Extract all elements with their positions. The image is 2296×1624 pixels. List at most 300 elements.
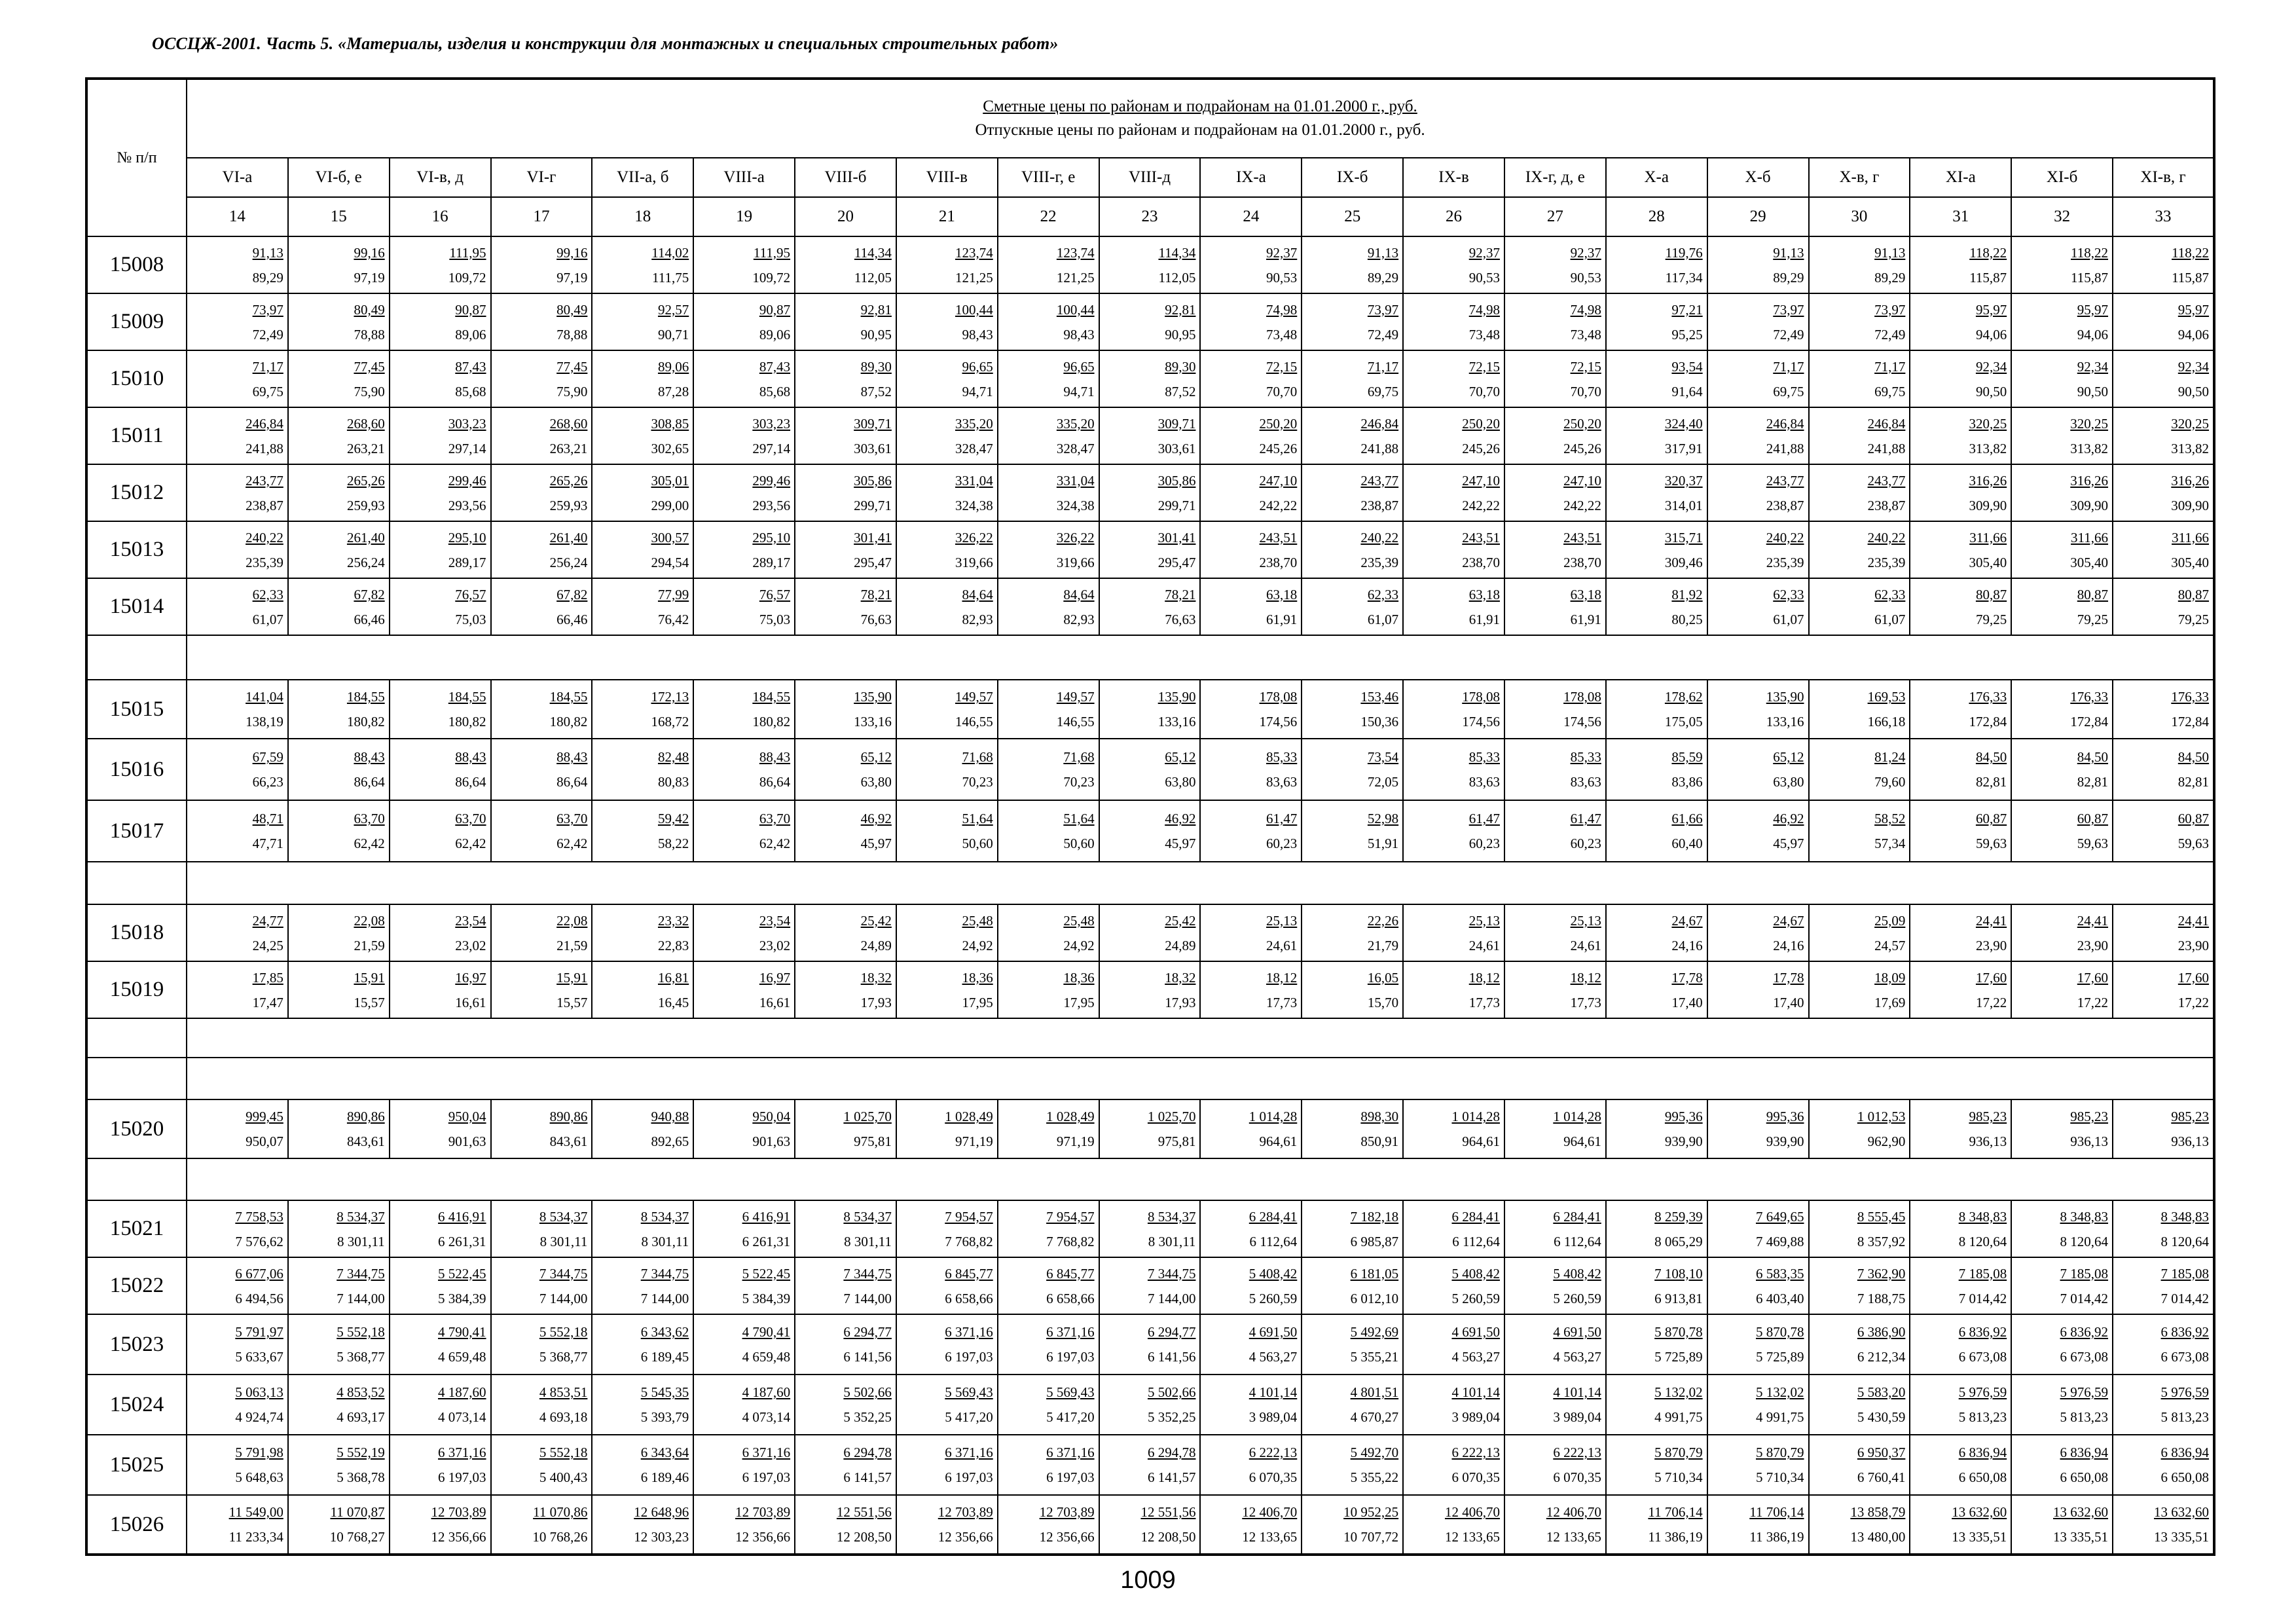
estimate-price: 93,54 bbox=[1671, 358, 1703, 375]
estimate-price: 77,45 bbox=[556, 358, 588, 375]
estimate-price: 6 294,77 bbox=[1147, 1324, 1196, 1340]
release-price: 6 673,08 bbox=[1958, 1349, 2007, 1365]
price-cell bbox=[491, 1495, 592, 1555]
price-cell bbox=[1707, 1257, 1809, 1314]
price-cell bbox=[2011, 407, 2113, 464]
estimate-price: 12 406,70 bbox=[1242, 1504, 1298, 1520]
release-price: 17,95 bbox=[1063, 994, 1095, 1010]
price-cell bbox=[491, 961, 592, 1018]
price-cell bbox=[390, 1495, 491, 1555]
price-cell bbox=[1910, 1375, 2011, 1435]
price-cell bbox=[390, 961, 491, 1018]
price-cell bbox=[693, 961, 795, 1018]
estimate-price: 320,37 bbox=[1664, 472, 1703, 489]
price-cell bbox=[1809, 800, 1910, 862]
price-cell bbox=[693, 1200, 795, 1257]
estimate-price: 6 222,13 bbox=[1451, 1445, 1500, 1460]
release-price: 5 352,25 bbox=[843, 1409, 892, 1425]
price-cell bbox=[2113, 1200, 2214, 1257]
release-price: 241,88 bbox=[1867, 440, 1906, 456]
estimate-price: 6 284,41 bbox=[1451, 1208, 1500, 1225]
release-price: 121,25 bbox=[1056, 269, 1095, 286]
estimate-price: 63,18 bbox=[1468, 586, 1500, 602]
release-price: 11 233,34 bbox=[228, 1529, 283, 1545]
estimate-price: 17,78 bbox=[1671, 969, 1703, 986]
estimate-price: 23,54 bbox=[759, 912, 791, 929]
estimate-price: 73,97 bbox=[1367, 301, 1399, 318]
estimate-price: 96,65 bbox=[1063, 358, 1095, 375]
region-header: VIII-д bbox=[1099, 158, 1201, 197]
price-cell bbox=[2113, 236, 2214, 293]
price-cell bbox=[288, 904, 390, 961]
estimate-price: 5 870,78 bbox=[1654, 1324, 1703, 1340]
estimate-price: 84,50 bbox=[2178, 749, 2210, 765]
release-price: 60,23 bbox=[1266, 836, 1298, 851]
release-price: 79,25 bbox=[2077, 611, 2109, 627]
estimate-price: 114,34 bbox=[1158, 244, 1196, 261]
price-cell bbox=[1910, 1495, 2011, 1555]
release-price: 168,72 bbox=[651, 714, 689, 729]
price-cell bbox=[2011, 1314, 2113, 1375]
price-cell bbox=[187, 1257, 288, 1314]
release-price: 6 197,03 bbox=[945, 1349, 993, 1365]
release-price: 939,90 bbox=[1766, 1134, 1804, 1149]
price-cell bbox=[288, 1495, 390, 1555]
price-cell bbox=[1809, 1099, 1910, 1158]
release-price: 238,87 bbox=[1867, 497, 1906, 513]
release-price: 70,70 bbox=[1266, 383, 1298, 399]
release-price: 295,47 bbox=[854, 554, 892, 570]
price-cell bbox=[187, 578, 288, 635]
release-price: 62,42 bbox=[455, 836, 486, 851]
estimate-price: 1 014,28 bbox=[1451, 1109, 1500, 1124]
release-price: 111,75 bbox=[652, 269, 689, 286]
price-cell bbox=[1809, 236, 1910, 293]
price-cell bbox=[795, 1200, 896, 1257]
estimate-price: 184,55 bbox=[448, 689, 486, 705]
release-price: 5 260,59 bbox=[1451, 1290, 1500, 1306]
price-cell bbox=[693, 578, 795, 635]
price-cell bbox=[592, 1314, 693, 1375]
estimate-price: 12 406,70 bbox=[1546, 1504, 1601, 1520]
release-price: 94,06 bbox=[2077, 326, 2109, 342]
price-cell bbox=[1403, 578, 1504, 635]
price-cell bbox=[795, 1099, 896, 1158]
estimate-price: 84,64 bbox=[962, 586, 993, 602]
release-price: 11 386,19 bbox=[1648, 1529, 1703, 1545]
estimate-price: 60,87 bbox=[2077, 811, 2109, 826]
region-header: VI-г bbox=[491, 158, 592, 197]
estimate-price: 89,06 bbox=[657, 358, 689, 375]
price-cell bbox=[390, 236, 491, 293]
price-cell bbox=[1606, 1099, 1707, 1158]
estimate-price: 111,95 bbox=[753, 244, 791, 261]
price-cell bbox=[2011, 1375, 2113, 1435]
release-price: 90,95 bbox=[860, 326, 892, 342]
estimate-price: 309,71 bbox=[854, 415, 892, 432]
price-cell bbox=[1099, 1257, 1201, 1314]
price-cell bbox=[1910, 680, 2011, 739]
estimate-price: 250,20 bbox=[1462, 415, 1500, 432]
release-price: 309,90 bbox=[2070, 497, 2109, 513]
release-price: 69,75 bbox=[1874, 383, 1906, 399]
estimate-price: 24,41 bbox=[1975, 912, 2007, 929]
release-price: 83,86 bbox=[1671, 774, 1703, 790]
price-cell bbox=[2113, 293, 2214, 350]
estimate-price: 5 791,97 bbox=[235, 1324, 283, 1340]
section-spacer-row bbox=[86, 1018, 2214, 1058]
price-cell bbox=[1606, 680, 1707, 739]
estimate-price: 6 416,91 bbox=[438, 1208, 486, 1225]
item-number: 15008 bbox=[86, 236, 187, 293]
release-price: 80,83 bbox=[657, 774, 689, 790]
estimate-price: 16,97 bbox=[759, 969, 791, 986]
release-price: 303,61 bbox=[1157, 440, 1196, 456]
price-cell bbox=[390, 464, 491, 521]
release-price: 72,05 bbox=[1367, 774, 1399, 790]
release-price: 73,48 bbox=[1266, 326, 1298, 342]
estimate-price: 6 950,37 bbox=[1857, 1445, 1906, 1460]
price-cell bbox=[1200, 521, 1302, 578]
estimate-price: 7 649,65 bbox=[1756, 1208, 1804, 1225]
estimate-price: 7 185,08 bbox=[1958, 1265, 2007, 1282]
release-price: 5 384,39 bbox=[742, 1290, 791, 1306]
section-spacer-row bbox=[86, 862, 2214, 904]
release-price: 24,92 bbox=[1063, 937, 1095, 953]
price-cell bbox=[1809, 578, 1910, 635]
price-cell bbox=[795, 464, 896, 521]
release-price: 133,16 bbox=[1157, 714, 1196, 729]
price-cell bbox=[896, 1375, 998, 1435]
release-price: 309,46 bbox=[1664, 554, 1703, 570]
release-price: 87,52 bbox=[1165, 383, 1196, 399]
release-price: 11 386,19 bbox=[1749, 1529, 1804, 1545]
item-number: 15023 bbox=[86, 1314, 187, 1375]
price-cell bbox=[592, 680, 693, 739]
estimate-price: 335,20 bbox=[955, 415, 993, 432]
release-price: 303,61 bbox=[854, 440, 892, 456]
release-price: 174,56 bbox=[1563, 714, 1601, 729]
estimate-price: 18,12 bbox=[1266, 969, 1298, 986]
price-cell bbox=[998, 1099, 1099, 1158]
estimate-price: 6 583,35 bbox=[1756, 1265, 1804, 1282]
release-price: 79,25 bbox=[1975, 611, 2007, 627]
price-cell bbox=[1200, 680, 1302, 739]
price-cell bbox=[2113, 578, 2214, 635]
price-cell bbox=[2011, 904, 2113, 961]
price-cell bbox=[592, 1099, 693, 1158]
release-price: 98,43 bbox=[962, 326, 993, 342]
release-price: 5 355,21 bbox=[1350, 1349, 1399, 1365]
price-cell bbox=[390, 1099, 491, 1158]
release-price: 180,82 bbox=[448, 714, 486, 729]
price-cell bbox=[998, 1257, 1099, 1314]
price-cell bbox=[795, 904, 896, 961]
estimate-price: 950,04 bbox=[752, 1109, 791, 1124]
release-price: 971,19 bbox=[955, 1134, 993, 1149]
release-price: 7 014,42 bbox=[2160, 1290, 2210, 1306]
price-cell bbox=[795, 800, 896, 862]
price-cell bbox=[491, 464, 592, 521]
release-price: 297,14 bbox=[752, 440, 791, 456]
price-cell bbox=[1707, 1200, 1809, 1257]
price-cell bbox=[1606, 236, 1707, 293]
price-cell bbox=[1910, 407, 2011, 464]
price-cell bbox=[491, 1375, 592, 1435]
price-cell bbox=[288, 1314, 390, 1375]
estimate-price: 8 534,37 bbox=[640, 1208, 689, 1225]
price-cell bbox=[1504, 1375, 1606, 1435]
estimate-price: 4 790,41 bbox=[438, 1324, 486, 1340]
price-cell bbox=[592, 407, 693, 464]
release-price: 17,22 bbox=[2077, 994, 2109, 1010]
price-cell bbox=[896, 521, 998, 578]
release-price: 51,91 bbox=[1367, 836, 1399, 851]
price-cell bbox=[1099, 407, 1201, 464]
estimate-price: 11 070,87 bbox=[330, 1504, 385, 1520]
estimate-price: 6 371,16 bbox=[1046, 1324, 1095, 1340]
price-cell bbox=[998, 1435, 1099, 1495]
region-header: IX-в bbox=[1403, 158, 1504, 197]
release-price: 8 357,92 bbox=[1857, 1233, 1906, 1249]
estimate-price: 24,67 bbox=[1773, 912, 1804, 929]
release-price: 6 760,41 bbox=[1857, 1469, 1906, 1485]
price-cell bbox=[1910, 1099, 2011, 1158]
price-cell bbox=[998, 578, 1099, 635]
price-cell bbox=[491, 1200, 592, 1257]
release-price: 82,93 bbox=[1063, 611, 1095, 627]
estimate-price: 81,92 bbox=[1671, 586, 1703, 602]
item-number: 15025 bbox=[86, 1435, 187, 1495]
release-price: 180,82 bbox=[346, 714, 385, 729]
price-cell bbox=[1707, 904, 1809, 961]
price-cell bbox=[896, 578, 998, 635]
estimate-price: 316,26 bbox=[2070, 472, 2109, 489]
price-cell bbox=[2011, 521, 2113, 578]
estimate-price: 15,91 bbox=[556, 969, 588, 986]
price-cell bbox=[491, 578, 592, 635]
price-cell bbox=[288, 407, 390, 464]
price-cell bbox=[896, 293, 998, 350]
estimate-price: 65,12 bbox=[1165, 749, 1196, 765]
release-price: 12 133,65 bbox=[1444, 1529, 1500, 1545]
estimate-price: 12 703,89 bbox=[938, 1504, 993, 1520]
release-price: 5 813,23 bbox=[2060, 1409, 2109, 1425]
release-price: 89,29 bbox=[252, 269, 283, 286]
price-cell bbox=[1707, 350, 1809, 407]
region-header: IX-б bbox=[1302, 158, 1403, 197]
estimate-price: 331,04 bbox=[1056, 472, 1095, 489]
estimate-price: 63,70 bbox=[556, 811, 588, 826]
release-price: 843,61 bbox=[346, 1134, 385, 1149]
estimate-price: 995,36 bbox=[1664, 1109, 1703, 1124]
price-cell bbox=[288, 739, 390, 800]
release-price: 901,63 bbox=[752, 1134, 791, 1149]
price-cell bbox=[1302, 1495, 1403, 1555]
release-price: 45,97 bbox=[1165, 836, 1196, 851]
price-cell bbox=[1099, 464, 1201, 521]
price-cell bbox=[390, 904, 491, 961]
release-price: 6 673,08 bbox=[2060, 1349, 2109, 1365]
price-cell bbox=[693, 1375, 795, 1435]
estimate-prices-title: Сметные цены по районам и подрайонам на 01.01.2000 г., руб. bbox=[983, 98, 1417, 115]
estimate-price: 5 870,79 bbox=[1756, 1445, 1804, 1460]
release-price: 72,49 bbox=[1367, 326, 1399, 342]
release-price: 319,66 bbox=[1056, 554, 1095, 570]
estimate-price: 67,82 bbox=[556, 586, 588, 602]
price-cell bbox=[693, 521, 795, 578]
region-header: IX-а bbox=[1200, 158, 1302, 197]
release-price: 302,65 bbox=[651, 440, 689, 456]
price-cell bbox=[187, 236, 288, 293]
release-price: 59,63 bbox=[1975, 836, 2007, 851]
release-price: 5 368,78 bbox=[337, 1469, 385, 1485]
estimate-price: 5 132,02 bbox=[1654, 1384, 1703, 1400]
estimate-price: 7 344,75 bbox=[1147, 1265, 1196, 1282]
release-price: 5 260,59 bbox=[1553, 1290, 1601, 1306]
release-price: 79,25 bbox=[2178, 611, 2210, 627]
release-price: 166,18 bbox=[1867, 714, 1906, 729]
estimate-price: 25,13 bbox=[1570, 912, 1601, 929]
estimate-price: 320,25 bbox=[2171, 415, 2210, 432]
release-price: 70,70 bbox=[1570, 383, 1601, 399]
estimate-price: 5 545,35 bbox=[640, 1384, 689, 1400]
estimate-price: 92,37 bbox=[1468, 244, 1500, 261]
estimate-price: 169,53 bbox=[1867, 689, 1906, 705]
release-price: 17,40 bbox=[1773, 994, 1804, 1010]
price-titles bbox=[187, 79, 2214, 158]
estimate-price: 172,13 bbox=[651, 689, 689, 705]
release-price: 7 014,42 bbox=[1958, 1290, 2007, 1306]
estimate-price: 63,70 bbox=[354, 811, 385, 826]
region-header: VI-в, д bbox=[390, 158, 491, 197]
release-price: 964,61 bbox=[1259, 1134, 1298, 1149]
price-cell bbox=[2113, 350, 2214, 407]
price-cell bbox=[592, 350, 693, 407]
price-cell bbox=[1606, 904, 1707, 961]
release-price: 7 144,00 bbox=[640, 1290, 689, 1306]
release-price: 6 494,56 bbox=[235, 1290, 283, 1306]
release-price: 21,79 bbox=[1367, 937, 1399, 953]
release-price: 6 985,87 bbox=[1350, 1233, 1399, 1249]
estimate-price: 61,66 bbox=[1671, 811, 1703, 826]
estimate-price: 78,21 bbox=[1165, 586, 1196, 602]
release-price: 6 197,03 bbox=[1046, 1469, 1095, 1485]
price-cell bbox=[1302, 464, 1403, 521]
estimate-price: 92,37 bbox=[1266, 244, 1298, 261]
release-price: 90,53 bbox=[1468, 269, 1500, 286]
price-cell bbox=[1809, 350, 1910, 407]
price-cell bbox=[592, 521, 693, 578]
release-price: 95,25 bbox=[1671, 326, 1703, 342]
estimate-price: 6 836,94 bbox=[2060, 1445, 2109, 1460]
column-number: 17 bbox=[491, 197, 592, 236]
price-cell bbox=[1302, 1257, 1403, 1314]
spacer-cell bbox=[187, 1058, 2214, 1099]
release-price: 17,22 bbox=[1975, 994, 2007, 1010]
release-price: 24,89 bbox=[860, 937, 892, 953]
estimate-price: 7 185,08 bbox=[2060, 1265, 2109, 1282]
release-price: 115,87 bbox=[2071, 269, 2109, 286]
estimate-price: 6 836,92 bbox=[2160, 1324, 2210, 1340]
release-price: 22,83 bbox=[657, 937, 689, 953]
release-price: 6 197,03 bbox=[742, 1469, 791, 1485]
estimate-price: 92,34 bbox=[2077, 358, 2109, 375]
estimate-price: 62,33 bbox=[1367, 586, 1399, 602]
release-price: 241,88 bbox=[246, 440, 283, 456]
release-price: 146,55 bbox=[1056, 714, 1095, 729]
release-price: 23,90 bbox=[2077, 937, 2109, 953]
estimate-price: 99,16 bbox=[354, 244, 385, 261]
estimate-price: 46,92 bbox=[1773, 811, 1804, 826]
price-cell bbox=[1302, 1314, 1403, 1375]
price-cell bbox=[1403, 293, 1504, 350]
price-cell bbox=[693, 1314, 795, 1375]
estimate-price: 247,10 bbox=[1462, 472, 1500, 489]
release-price: 15,70 bbox=[1367, 994, 1399, 1010]
price-cell bbox=[187, 739, 288, 800]
release-price: 76,63 bbox=[1165, 611, 1196, 627]
release-price: 8 301,11 bbox=[539, 1233, 588, 1249]
estimate-price: 92,57 bbox=[657, 301, 689, 318]
price-cell bbox=[1809, 407, 1910, 464]
price-cell bbox=[1809, 293, 1910, 350]
release-price: 5 725,89 bbox=[1756, 1349, 1804, 1365]
table-row bbox=[86, 800, 2214, 862]
price-cell bbox=[592, 739, 693, 800]
price-cell bbox=[1606, 293, 1707, 350]
estimate-price: 84,50 bbox=[2077, 749, 2109, 765]
release-price: 263,21 bbox=[549, 440, 588, 456]
price-cell bbox=[1200, 293, 1302, 350]
estimate-price: 92,81 bbox=[1165, 301, 1196, 318]
price-cell bbox=[1707, 236, 1809, 293]
estimate-price: 305,01 bbox=[651, 472, 689, 489]
table-row bbox=[86, 1495, 2214, 1555]
estimate-price: 13 632,60 bbox=[1952, 1504, 2007, 1520]
release-price: 23,90 bbox=[2178, 937, 2210, 953]
release-price: 61,91 bbox=[1266, 611, 1298, 627]
price-cell bbox=[1099, 1200, 1201, 1257]
release-price: 89,29 bbox=[1367, 269, 1399, 286]
region-header: IX-г, д, е bbox=[1504, 158, 1606, 197]
price-cell bbox=[896, 1435, 998, 1495]
estimate-price: 4 801,51 bbox=[1350, 1384, 1399, 1400]
price-cell bbox=[1504, 961, 1606, 1018]
region-header: VI-а bbox=[187, 158, 288, 197]
estimate-price: 5 522,45 bbox=[742, 1265, 791, 1282]
price-cell bbox=[491, 521, 592, 578]
price-cell bbox=[1302, 293, 1403, 350]
price-cell bbox=[693, 236, 795, 293]
item-number: 15011 bbox=[86, 407, 187, 464]
estimate-price: 240,22 bbox=[1360, 529, 1399, 545]
price-cell bbox=[1910, 521, 2011, 578]
release-price: 90,50 bbox=[2077, 383, 2109, 399]
price-cell bbox=[288, 578, 390, 635]
estimate-price: 1 014,28 bbox=[1553, 1109, 1601, 1124]
price-cell bbox=[1403, 350, 1504, 407]
release-price: 82,81 bbox=[2077, 774, 2109, 790]
column-number: 20 bbox=[795, 197, 896, 236]
price-cell bbox=[998, 1200, 1099, 1257]
estimate-price: 149,57 bbox=[955, 689, 993, 705]
release-price: 60,40 bbox=[1671, 836, 1703, 851]
release-price: 17,73 bbox=[1266, 994, 1298, 1010]
release-price: 61,07 bbox=[252, 611, 283, 627]
price-cell bbox=[2011, 464, 2113, 521]
price-cell bbox=[1200, 800, 1302, 862]
